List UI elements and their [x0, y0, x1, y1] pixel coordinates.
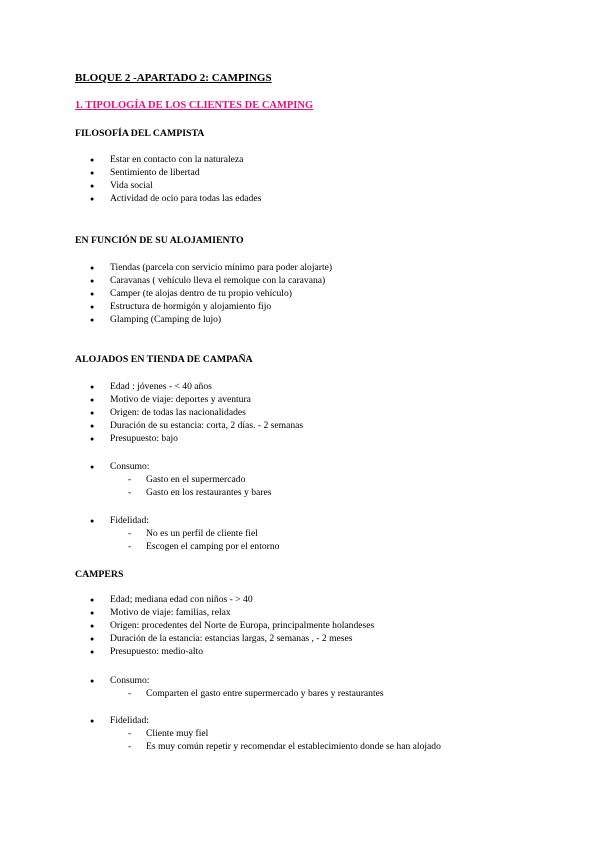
list-item: Presupuesto: bajo	[110, 433, 178, 444]
fidelidad-label: Fidelidad:	[110, 515, 149, 526]
dash-marker: -	[128, 487, 132, 498]
dash-marker: -	[128, 474, 132, 485]
list-item: Edad : jóvenes - < 40 años	[110, 381, 212, 392]
bullet-icon: ●	[90, 409, 95, 417]
list-item: Presupuesto: medio-alto	[110, 646, 203, 657]
bullet-icon: ●	[90, 648, 95, 656]
document-title: BLOQUE 2 -APARTADO 2: CAMPINGS	[75, 72, 272, 84]
bullet-icon: ●	[90, 182, 95, 190]
bullet-icon: ●	[90, 717, 95, 725]
sub-item: Comparten el gasto entre supermercado y bares y restaurantes	[146, 688, 384, 699]
bullet-icon: ●	[90, 316, 95, 324]
bullet-icon: ●	[90, 264, 95, 272]
bullet-icon: ●	[90, 383, 95, 391]
bullet-icon: ●	[90, 517, 95, 525]
filosofia-heading: FILOSOFÍA DEL CAMPISTA	[75, 128, 205, 139]
consumo-label: Consumo:	[110, 675, 150, 686]
sub-item: Gasto en el supermercado	[146, 474, 246, 485]
bullet-icon: ●	[90, 303, 95, 311]
bullet-icon: ●	[90, 609, 95, 617]
list-item: Duración de su estancia: corta, 2 días. - 2 semanas	[110, 420, 304, 431]
sub-item: No es un perfil de cliente fiel	[146, 528, 258, 539]
dash-marker: -	[128, 688, 132, 699]
list-item: Duración de la estancia: estancias largas, 2 semanas , - 2 meses	[110, 633, 353, 644]
campers-heading: CAMPERS	[75, 569, 124, 580]
fidelidad-label: Fidelidad:	[110, 715, 149, 726]
sub-item: Cliente muy fiel	[146, 728, 209, 739]
tienda-heading: ALOJADOS EN TIENDA DE CAMPAÑA	[75, 354, 253, 365]
bullet-icon: ●	[90, 435, 95, 443]
sub-item: Escogen el camping por el entorno	[146, 541, 280, 552]
list-item: Glamping (Camping de lujo)	[110, 314, 222, 325]
list-item: Sentimiento de libertad	[110, 167, 200, 178]
list-item: Actividad de ocio para todas las edades	[110, 193, 262, 204]
bullet-icon: ●	[90, 396, 95, 404]
bullet-icon: ●	[90, 596, 95, 604]
dash-marker: -	[128, 541, 132, 552]
list-item: Origen: procedentes del Norte de Europa, principalmente holandeses	[110, 620, 375, 631]
list-item: Caravanas ( vehículo lleva el remolque con la caravana)	[110, 275, 326, 286]
list-item: Estar en contacto con la naturaleza	[110, 154, 244, 165]
list-item: Camper (te alojas dentro de tu propio vehículo)	[110, 288, 292, 299]
alojamiento-heading: EN FUNCIÓN DE SU ALOJAMIENTO	[75, 235, 244, 246]
bullet-icon: ●	[90, 290, 95, 298]
bullet-icon: ●	[90, 277, 95, 285]
dash-marker: -	[128, 528, 132, 539]
dash-marker: -	[128, 728, 132, 739]
bullet-icon: ●	[90, 169, 95, 177]
sub-item: Gasto en los restaurantes y bares	[146, 487, 272, 498]
list-item: Tiendas (parcela con servicio mínimo para poder alojarte)	[110, 262, 333, 273]
sub-item: Es muy común repetir y recomendar el establecimiento donde se han alojado	[146, 741, 441, 752]
bullet-icon: ●	[90, 677, 95, 685]
list-item: Vida social	[110, 180, 153, 191]
list-item: Origen: de todas las nacionalidades	[110, 407, 246, 418]
bullet-icon: ●	[90, 635, 95, 643]
bullet-icon: ●	[90, 463, 95, 471]
list-item: Motivo de viaje: familias, relax	[110, 607, 231, 618]
consumo-label: Consumo:	[110, 461, 150, 472]
bullet-icon: ●	[90, 622, 95, 630]
list-item: Motivo de viaje: deportes y aventura	[110, 394, 251, 405]
bullet-icon: ●	[90, 422, 95, 430]
section-heading: 1. TIPOLOGÍA DE LOS CLIENTES DE CAMPING	[75, 100, 314, 111]
bullet-icon: ●	[90, 156, 95, 164]
bullet-icon: ●	[90, 195, 95, 203]
list-item: Estructura de hormigón y alojamiento fijo	[110, 301, 272, 312]
list-item: Edad; mediana edad con niños - > 40	[110, 594, 253, 605]
dash-marker: -	[128, 741, 132, 752]
